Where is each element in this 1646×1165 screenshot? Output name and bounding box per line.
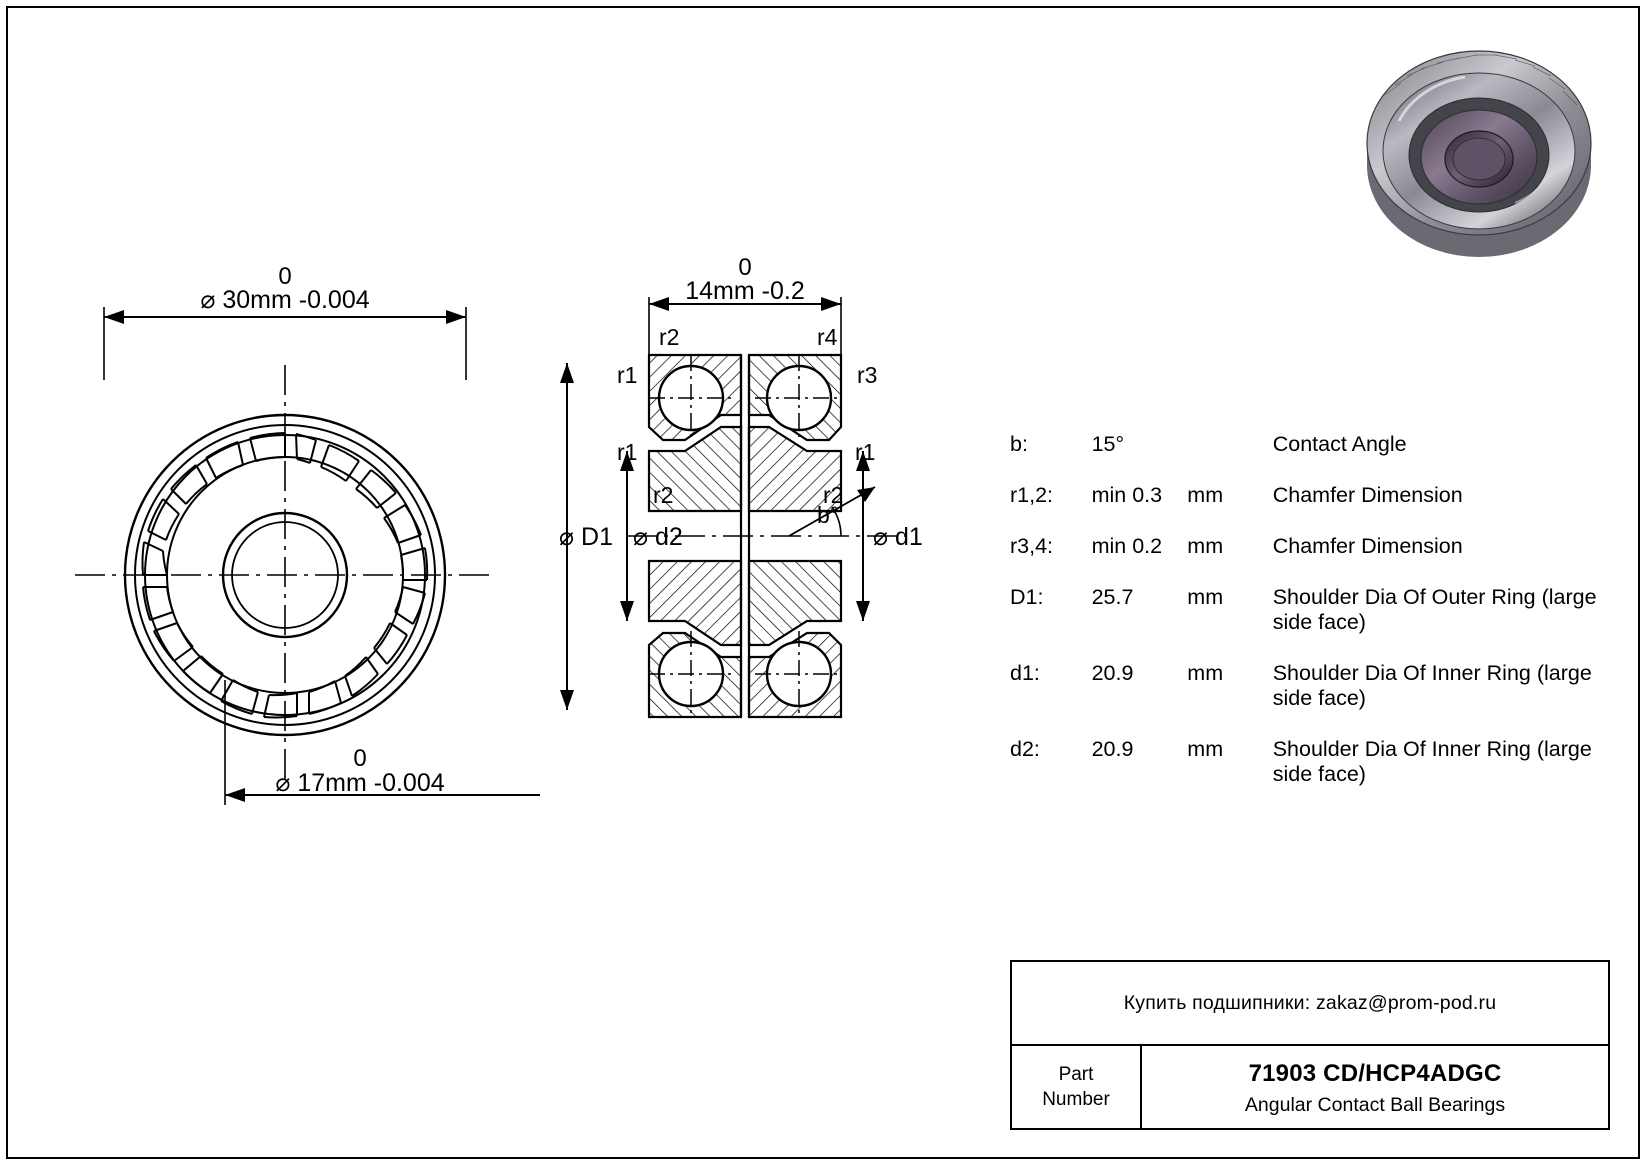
spec-value: 15°	[1091, 432, 1125, 456]
svg-text:r3: r3	[857, 362, 878, 388]
spec-row-r34	[1010, 534, 1610, 585]
spec-row-d2	[1010, 737, 1610, 813]
svg-text:⌀ D1: ⌀ D1	[559, 523, 613, 551]
spec-value: min 0.2	[1091, 533, 1163, 558]
spec-row-D1	[1010, 585, 1610, 661]
spec-value: 20.9	[1091, 736, 1134, 761]
svg-text:⌀ d1: ⌀ d1	[873, 523, 923, 551]
svg-text:0: 0	[738, 255, 752, 281]
spec-symbol: r3,4:	[1010, 533, 1054, 558]
part-number-value-group	[1142, 1046, 1608, 1130]
spec-description: Chamfer Dimension	[1272, 533, 1463, 558]
spec-value: 20.9	[1091, 660, 1134, 685]
spec-description: Shoulder Dia Of Outer Ring (large side face)	[1272, 584, 1597, 634]
spec-description: Shoulder Dia Of Inner Ring (large side face)	[1272, 660, 1592, 710]
spec-row-d1	[1010, 661, 1610, 737]
title-block	[1010, 960, 1610, 1130]
svg-text:r2: r2	[653, 482, 674, 508]
section-view-drawing	[545, 255, 965, 825]
spec-unit: mm	[1187, 584, 1224, 609]
spec-symbol: D1:	[1010, 584, 1044, 609]
title-block-contact-row	[1012, 962, 1608, 1046]
contact-info: Купить подшипники: zakaz@prom-pod.ru	[1123, 991, 1497, 1014]
part-number-label-line2: Number	[1042, 1089, 1110, 1110]
spec-unit	[1187, 432, 1272, 483]
bearing-3d-render	[1355, 25, 1615, 285]
spec-symbol: d1:	[1010, 660, 1040, 685]
svg-text:r2: r2	[659, 324, 680, 350]
front-outer-tol-top: 0	[278, 263, 292, 290]
part-number-value: 71903 CD/HCP4ADGC	[1248, 1059, 1502, 1087]
spec-unit: mm	[1187, 533, 1224, 558]
spec-unit: mm	[1187, 660, 1224, 685]
front-inner-tol-top: 0	[353, 745, 367, 772]
svg-text:b°: b°	[817, 502, 839, 528]
svg-text:r1: r1	[617, 362, 638, 388]
spec-row-r12	[1010, 483, 1610, 534]
spec-symbol: d2:	[1010, 736, 1040, 761]
front-view-drawing	[70, 260, 540, 830]
spec-description: Contact Angle	[1272, 432, 1407, 456]
part-number-label	[1012, 1046, 1142, 1130]
spec-description: Shoulder Dia Of Inner Ring (large side face)	[1272, 736, 1592, 786]
spec-value: min 0.3	[1091, 482, 1163, 507]
front-inner-dim: ⌀ 17mm -0.004	[275, 769, 445, 797]
svg-text:r1: r1	[617, 439, 638, 465]
spec-description: Chamfer Dimension	[1272, 482, 1463, 507]
svg-text:⌀ d2: ⌀ d2	[633, 523, 683, 551]
bearing-type: Angular Contact Ball Bearings	[1244, 1093, 1506, 1116]
spec-value: 25.7	[1091, 584, 1134, 609]
svg-text:r2: r2	[823, 482, 844, 508]
spec-unit: mm	[1187, 482, 1224, 507]
spec-unit: mm	[1187, 736, 1224, 761]
svg-text:r1: r1	[855, 439, 876, 465]
title-block-part-row	[1012, 1046, 1608, 1130]
svg-text:14mm -0.2: 14mm -0.2	[685, 277, 805, 305]
spec-row-b	[1010, 432, 1610, 483]
spec-symbol: b:	[1010, 432, 1028, 456]
svg-text:r4: r4	[817, 324, 838, 350]
specifications-table	[1010, 432, 1610, 812]
part-number-label-line1: Part	[1058, 1064, 1094, 1086]
front-outer-dim: ⌀ 30mm -0.004	[200, 286, 370, 314]
spec-symbol: r1,2:	[1010, 482, 1054, 507]
